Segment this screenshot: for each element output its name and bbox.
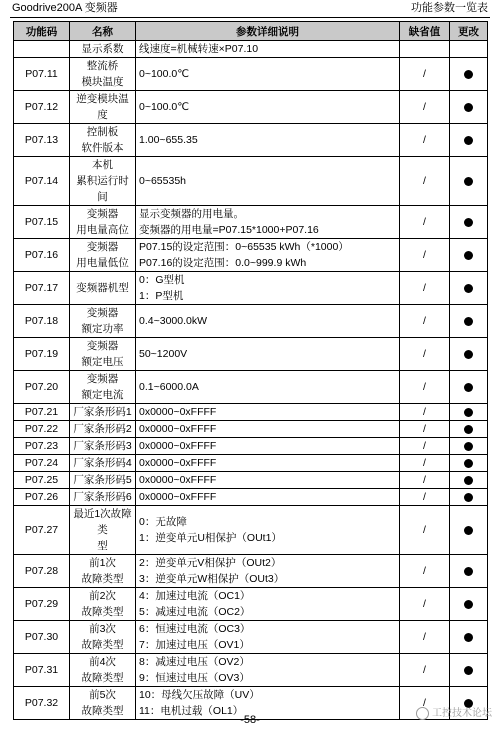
param-detail [136, 206, 400, 239]
param-code: P07.22 [14, 421, 70, 438]
param-detail-line: 0：G型机 [139, 274, 185, 286]
modifiable-dot-icon [464, 350, 473, 359]
param-code: P07.15 [14, 206, 70, 239]
param-detail-line: 0x0000~0xFFFF [139, 406, 217, 418]
param-name-line: 厂家条形码3 [73, 440, 132, 452]
param-detail [136, 124, 400, 157]
param-name [70, 91, 136, 124]
param-name-line: 变频器 [86, 241, 119, 253]
param-name [70, 157, 136, 206]
param-name [70, 338, 136, 371]
table-row [14, 654, 488, 687]
param-code: P07.31 [14, 654, 70, 687]
param-detail [136, 489, 400, 506]
table-row [14, 438, 488, 455]
param-name [70, 239, 136, 272]
modifiable-dot-icon [464, 317, 473, 326]
param-name-line: 逆变模块温度 [76, 93, 129, 121]
param-change [450, 58, 488, 91]
param-name [70, 124, 136, 157]
param-name-line: 故障类型 [81, 606, 124, 618]
param-change [450, 421, 488, 438]
param-detail-line: 10：母线欠压故障（UV） [139, 689, 260, 701]
param-default: / [400, 124, 450, 157]
column-header-code: 功能码 [14, 22, 70, 41]
table-row [14, 588, 488, 621]
modifiable-dot-icon [464, 251, 473, 260]
table-row [14, 305, 488, 338]
param-name-line: 用电量高位 [76, 224, 129, 236]
param-change [450, 239, 488, 272]
param-detail-line: 9：恒速过电压（OV3） [139, 672, 250, 684]
column-header-name: 名称 [70, 22, 136, 41]
param-detail-line: 线速度=机械转速×P07.10 [139, 43, 259, 55]
page-number: -58- [240, 714, 260, 726]
param-name-line: 前3次 [89, 623, 116, 635]
param-name [70, 555, 136, 588]
param-code: P07.19 [14, 338, 70, 371]
modifiable-dot-icon [464, 103, 473, 112]
param-name [70, 489, 136, 506]
param-detail-line: 3：逆变单元W相保护（OUt3） [139, 573, 285, 585]
param-default [400, 41, 450, 58]
param-code: P07.32 [14, 687, 70, 720]
param-detail-line: 0x0000~0xFFFF [139, 440, 217, 452]
param-code: P07.13 [14, 124, 70, 157]
table-row [14, 206, 488, 239]
param-default: / [400, 305, 450, 338]
table-row [14, 58, 488, 91]
param-name-line: 厂家条形码6 [73, 491, 132, 503]
param-detail-line: 11：电机过载（OL1） [139, 705, 244, 717]
param-default: / [400, 58, 450, 91]
param-name-line: 累积运行时间 [76, 175, 129, 203]
param-detail-line: 6：恒速过电流（OC3） [139, 623, 251, 635]
param-name-line: 变频器 [86, 208, 119, 220]
param-detail [136, 438, 400, 455]
param-name [70, 272, 136, 305]
modifiable-dot-icon [464, 218, 473, 227]
param-change [450, 338, 488, 371]
param-detail-line: 0x0000~0xFFFF [139, 457, 217, 469]
param-name-line: 前4次 [89, 656, 116, 668]
param-detail-line: 2：逆变单元V相保护（OUt2） [139, 557, 282, 569]
watermark [416, 704, 492, 720]
param-name-line: 型 [97, 540, 108, 552]
param-detail-line: 7：加速过电压（OV1） [139, 639, 250, 651]
param-default: / [400, 272, 450, 305]
param-change [450, 305, 488, 338]
table-row [14, 621, 488, 654]
param-detail-line: P07.16的设定范围：0.0~999.9 kWh [139, 257, 307, 269]
param-name-line: 最近1次故障类 [73, 508, 132, 536]
param-detail [136, 91, 400, 124]
param-code: P07.11 [14, 58, 70, 91]
param-name-line: 故障类型 [81, 639, 124, 651]
param-default: / [400, 588, 450, 621]
modifiable-dot-icon [464, 567, 473, 576]
param-default: / [400, 404, 450, 421]
param-detail-line: 0x0000~0xFFFF [139, 491, 217, 503]
param-name-line: 控制板 [86, 126, 119, 138]
param-change [450, 41, 488, 58]
param-detail-line: 0x0000~0xFFFF [139, 474, 217, 486]
table-row [14, 472, 488, 489]
param-detail-line: 1：逆变单元U相保护（OUt1） [139, 532, 282, 544]
param-name-line: 额定电压 [81, 356, 124, 368]
modifiable-dot-icon [464, 600, 473, 609]
param-change [450, 472, 488, 489]
table-row [14, 338, 488, 371]
param-name-line: 变频器 [86, 340, 119, 352]
table-row [14, 555, 488, 588]
column-header-detail: 参数详细说明 [136, 22, 400, 41]
param-name-line: 厂家条形码1 [73, 406, 132, 418]
param-name [70, 588, 136, 621]
modifiable-dot-icon [464, 408, 473, 417]
param-default: / [400, 621, 450, 654]
param-name-line: 整流桥 [86, 60, 119, 72]
param-default: / [400, 489, 450, 506]
param-detail-line: 0~65535h [139, 175, 187, 187]
param-name-line: 前1次 [89, 557, 116, 569]
param-default: / [400, 239, 450, 272]
param-name [70, 305, 136, 338]
param-detail [136, 472, 400, 489]
param-code: P07.17 [14, 272, 70, 305]
param-name-line: 额定电流 [81, 389, 124, 401]
param-change [450, 555, 488, 588]
param-default: / [400, 687, 450, 720]
watermark-logo-icon [416, 707, 429, 720]
param-detail [136, 305, 400, 338]
table-row [14, 404, 488, 421]
param-code: P07.20 [14, 371, 70, 404]
param-detail-line: 0~100.0℃ [139, 68, 190, 80]
table-row [14, 371, 488, 404]
param-name-line: 故障类型 [81, 705, 124, 717]
param-detail [136, 239, 400, 272]
table-row [14, 41, 488, 58]
param-code: P07.25 [14, 472, 70, 489]
param-code: P07.16 [14, 239, 70, 272]
param-detail-line: 0：无故障 [139, 516, 187, 528]
param-change [450, 438, 488, 455]
param-detail-line: 0x0000~0xFFFF [139, 423, 217, 435]
param-code: P07.30 [14, 621, 70, 654]
param-detail [136, 404, 400, 421]
param-code: P07.24 [14, 455, 70, 472]
param-detail-line: 0.1~6000.0A [139, 381, 199, 393]
header-section: 功能参数一览表 [411, 2, 488, 14]
param-detail-line: 50~1200V [139, 348, 188, 360]
param-name-line: 变频器机型 [76, 282, 129, 294]
modifiable-dot-icon [464, 526, 473, 535]
param-detail-line: 8：减速过电压（OV2） [139, 656, 250, 668]
table-row [14, 239, 488, 272]
param-code: P07.27 [14, 506, 70, 555]
param-name-line: 模块温度 [81, 76, 124, 88]
param-detail [136, 455, 400, 472]
param-detail-line: 变频器的用电量=P07.15*1000+P07.16 [139, 224, 319, 236]
page-header [10, 0, 490, 18]
param-code [14, 41, 70, 58]
param-code: P07.23 [14, 438, 70, 455]
watermark-text: 工控技术论坛 [432, 708, 492, 719]
param-change [450, 506, 488, 555]
param-detail-line: 显示变频器的用电量。 [139, 208, 244, 220]
param-default: / [400, 157, 450, 206]
param-name [70, 472, 136, 489]
column-header-change: 更改 [450, 22, 488, 41]
param-name [70, 654, 136, 687]
column-header-default: 缺省值 [400, 22, 450, 41]
modifiable-dot-icon [464, 633, 473, 642]
table-row [14, 506, 488, 555]
param-detail-line: P07.15的设定范围：0~65535 kWh（*1000） [139, 241, 349, 253]
table-body [14, 41, 488, 720]
param-name [70, 421, 136, 438]
param-detail [136, 555, 400, 588]
param-detail [136, 654, 400, 687]
param-detail-line: 1.00~655.35 [139, 134, 198, 146]
table-row [14, 124, 488, 157]
param-name [70, 206, 136, 239]
param-name [70, 438, 136, 455]
param-detail [136, 621, 400, 654]
param-change [450, 404, 488, 421]
param-change [450, 489, 488, 506]
param-detail-line: 0.4~3000.0kW [139, 315, 208, 327]
param-change [450, 124, 488, 157]
param-name [70, 506, 136, 555]
param-name [70, 41, 136, 58]
modifiable-dot-icon [464, 459, 473, 468]
param-default: / [400, 371, 450, 404]
table-row [14, 272, 488, 305]
param-name-line: 用电量低位 [76, 257, 129, 269]
param-default: / [400, 455, 450, 472]
modifiable-dot-icon [464, 284, 473, 293]
param-name [70, 621, 136, 654]
param-name-line: 厂家条形码2 [73, 423, 132, 435]
param-code: P07.26 [14, 489, 70, 506]
param-default: / [400, 206, 450, 239]
table-row [14, 421, 488, 438]
param-change [450, 371, 488, 404]
modifiable-dot-icon [464, 476, 473, 485]
param-code: P07.28 [14, 555, 70, 588]
header-product: Goodrive200A 变频器 [12, 2, 118, 14]
param-detail [136, 157, 400, 206]
param-detail-line: 0~100.0℃ [139, 101, 190, 113]
param-change [450, 272, 488, 305]
param-name-line: 故障类型 [81, 573, 124, 585]
param-detail [136, 588, 400, 621]
param-name-line: 前2次 [89, 590, 116, 602]
param-default: / [400, 555, 450, 588]
param-code: P07.14 [14, 157, 70, 206]
param-detail [136, 506, 400, 555]
table-row [14, 489, 488, 506]
param-change [450, 588, 488, 621]
param-name-line: 显示系数 [81, 43, 124, 55]
table-header-row [14, 22, 488, 41]
param-change [450, 654, 488, 687]
modifiable-dot-icon [464, 177, 473, 186]
param-code: P07.21 [14, 404, 70, 421]
param-default: / [400, 438, 450, 455]
param-name-line: 故障类型 [81, 672, 124, 684]
modifiable-dot-icon [464, 383, 473, 392]
param-detail [136, 338, 400, 371]
param-name-line: 变频器 [86, 373, 119, 385]
param-change [450, 91, 488, 124]
table-row [14, 455, 488, 472]
param-detail-line: 4：加速过电流（OC1） [139, 590, 251, 602]
param-change [450, 455, 488, 472]
param-name [70, 58, 136, 91]
param-detail [136, 41, 400, 58]
param-name-line: 厂家条形码5 [73, 474, 132, 486]
modifiable-dot-icon [464, 70, 473, 79]
param-name-line: 厂家条形码4 [73, 457, 132, 469]
param-change [450, 621, 488, 654]
param-change [450, 157, 488, 206]
modifiable-dot-icon [464, 136, 473, 145]
param-name-line: 软件版本 [81, 142, 124, 154]
param-name [70, 455, 136, 472]
param-default: / [400, 506, 450, 555]
param-code: P07.29 [14, 588, 70, 621]
param-detail [136, 58, 400, 91]
param-name [70, 371, 136, 404]
param-change [450, 206, 488, 239]
param-code: P07.12 [14, 91, 70, 124]
param-detail-line: 1：P型机 [139, 290, 184, 302]
param-name-line: 额定功率 [81, 323, 124, 335]
param-detail [136, 421, 400, 438]
modifiable-dot-icon [464, 666, 473, 675]
param-detail [136, 272, 400, 305]
param-default: / [400, 338, 450, 371]
parameter-table [13, 21, 488, 720]
param-default: / [400, 421, 450, 438]
modifiable-dot-icon [464, 442, 473, 451]
param-default: / [400, 472, 450, 489]
modifiable-dot-icon [464, 493, 473, 502]
param-default: / [400, 654, 450, 687]
param-detail-line: 5：减速过电流（OC2） [139, 606, 251, 618]
param-default: / [400, 91, 450, 124]
param-name [70, 404, 136, 421]
modifiable-dot-icon [464, 425, 473, 434]
param-name-line: 本机 [92, 159, 113, 171]
param-name-line: 前5次 [89, 689, 116, 701]
table-row [14, 91, 488, 124]
param-detail [136, 371, 400, 404]
param-code: P07.18 [14, 305, 70, 338]
param-name-line: 变频器 [86, 307, 119, 319]
table-row [14, 157, 488, 206]
